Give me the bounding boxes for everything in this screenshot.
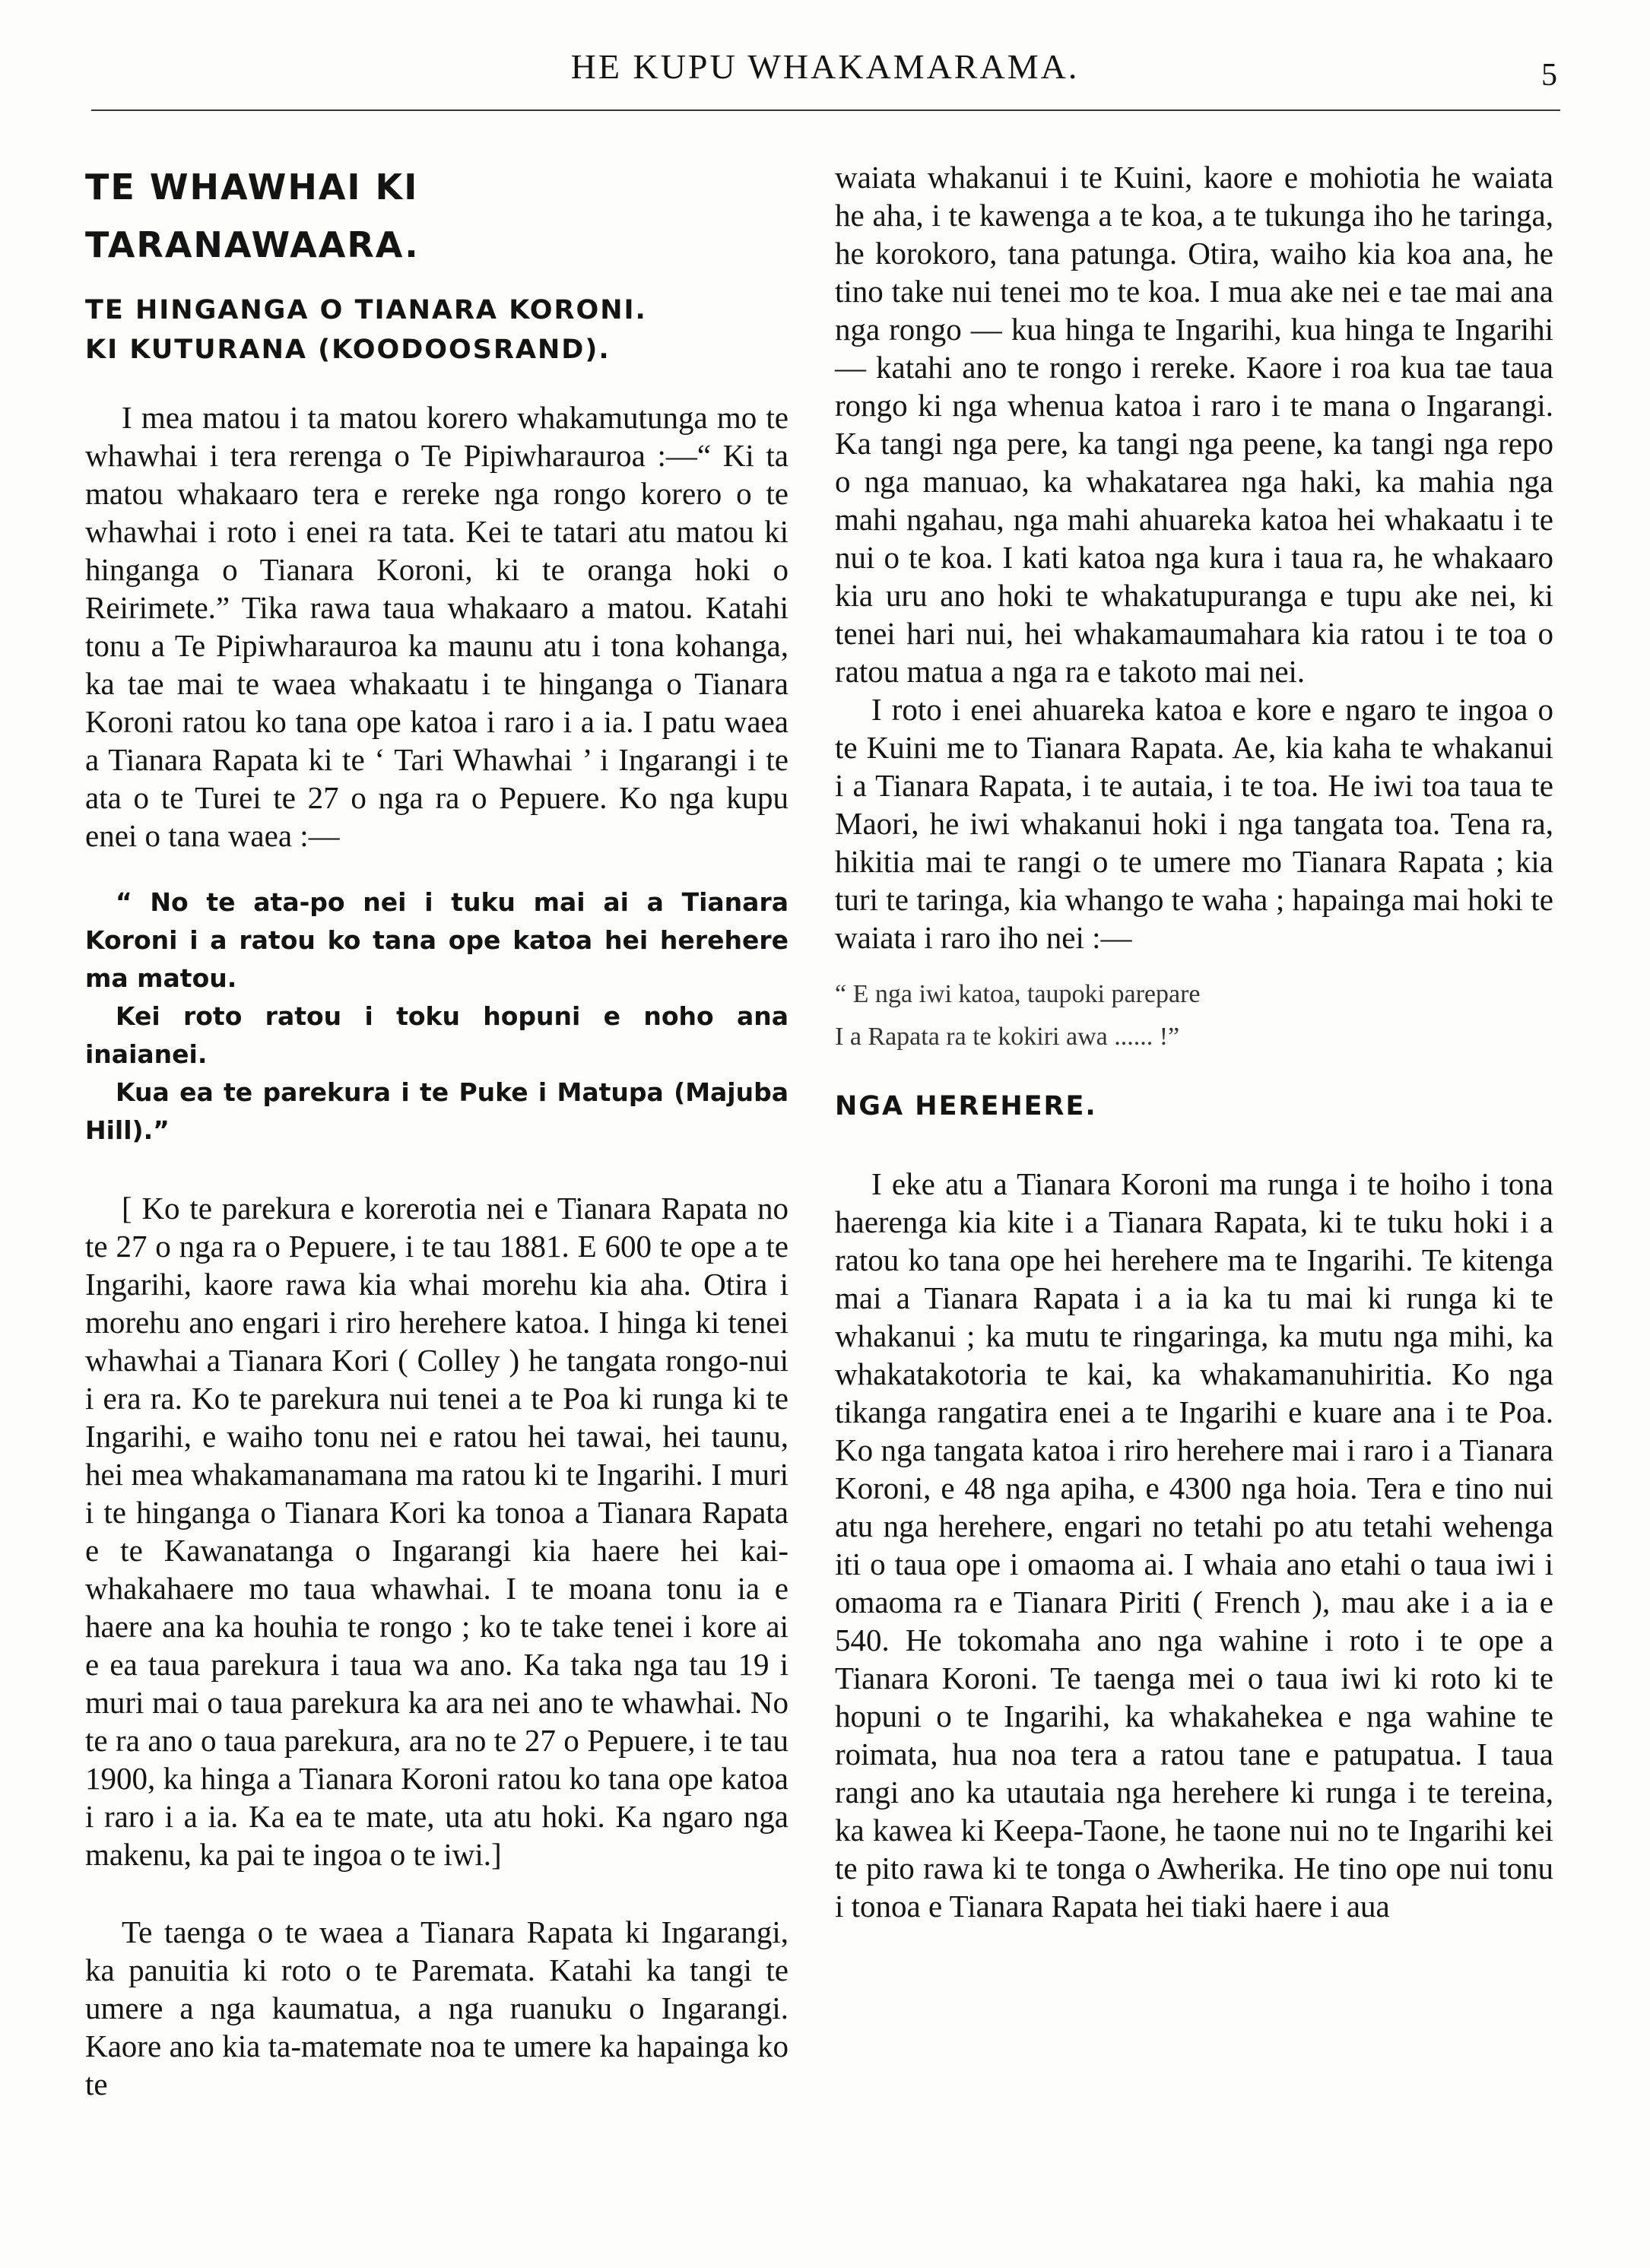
- page-number: 5: [1541, 58, 1557, 93]
- article-subtitle-line1: TE HINGANGA O TIANARA KORONI.: [85, 295, 647, 325]
- telegram-quote-3: Kua ea te parekura i te Puke i Matupa (Majuba Hill).”: [85, 1077, 789, 1145]
- left-column: [85, 158, 789, 2103]
- left-paragraph-2: [ Ko te parekura e korerotia nei e Tianara Rapata no te 27 o nga ra o Pepuere, i te tau 1881. E 600 te ope a te Ingarihi, kaore rawa kia whai morehu kia aha. Otira i morehu ano engari i riro herehere katoa. I hinga ki tenei whawhai a Tianara Kori ( Colley ) he tangata rongo-nui i era ra. Ko te parekura nui tenei a te Poa ki runga ki te Ingarihi, e waiho tonu nei e ratou hei tawai, hei taunu, hei mea whakamanamana ma ratou ki te Ingarihi. I muri i te hinganga o Tianara Kori ka tonoa a Tianara Rapata e te Kawanatanga o Ingarangi kia haere hei kai-whakahaere mo taua whawhai. I te moana tonu ia e haere ana ka houhia te rongo ; ko te take tenei i kore ai e ea taua parekura i taua wa ano. Ka taka nga tau 19 i muri mai o taua parekura ka ara nei ano te whawhai. No te ra ano o taua parekura, ara no te 27 o Pepuere, i te tau 1900, ka hinga a Tianara Koroni ratou ko tana ope katoa i raro i a ia. Ka ea te mate, uta atu hoki. Ka ngaro nga makenu, ka pai te ingoa o te iwi.]: [85, 1191, 789, 1872]
- telegram-quote-1: “ No te ata-po nei i tuku mai ai a Tianara Koroni i a ratou ko tana ope katoa hei herehere ma matou.: [85, 887, 789, 993]
- poem-line-2: I a Rapata ra te kokiri awa ...... !”: [835, 1023, 1180, 1051]
- article-title-line1: TE WHAWHAI KI: [85, 167, 419, 208]
- running-title: HE KUPU WHAKAMARAMA.: [570, 47, 1080, 86]
- left-paragraph-1: I mea matou i ta matou korero whakamutunga mo te whawhai i tera rerenga o Te Pipiwharauroa :—“ Ki ta matou whakaaro tera e rereke nga rongo korero o te whawhai i roto i enei ra tata. Kei te tatari atu matou ki hinganga o Tianara Koroni, ki te oranga hoki o Reirimete.” Tika rawa taua whakaaro a matou. Katahi tonu a Te Pipiwharauroa ka maunu atu i tona kohanga, ka tae mai te waea whakaatu i te hinganga o Tianara Koroni ratou ko tana ope katoa i raro i a ia. I patu waea a Tianara Rapata ki te ‘ Tari Whawhai ’ i Ingarangi i te ata o te Turei te 27 o nga ra o Pepuere. Ko nga kupu enei o tana waea :—: [85, 400, 789, 853]
- header-rule: [91, 109, 1560, 111]
- right-paragraph-2: I roto i enei ahuareka katoa e kore e ngaro te ingoa o te Kuini me to Tianara Rapata. Ae, kia kaha te whakanui i a Tianara Rapata, i te autaia, i te toa. He iwi toa taua te Maori, he iwi whakanui hoki i nga tangata toa. Tena ra, hikitia mai te rangi o te umere mo Tianara Rapata ; kia turi te taringa, kia whango te waha ; hapainga mai hoki te waiata i raro iho nei :—: [835, 692, 1553, 955]
- left-paragraph-3: Te taenga o te waea a Tianara Rapata ki Ingarangi, ka panuitia ki roto o te Paremata. Katahi ka tangi te umere a nga kaumatua, a nga ruanuku o Ingarangi. Kaore ano kia ta-matemate noa te umere ka hapainga ko te: [85, 1914, 789, 2101]
- section-title: NGA HEREHERE.: [835, 1091, 1097, 1121]
- right-column: [835, 158, 1553, 1925]
- telegram-quote-2: Kei roto ratou i toku hopuni e noho ana inaianei.: [85, 1001, 789, 1069]
- right-paragraph-3: I eke atu a Tianara Koroni ma runga i te hoiho i tona haerenga kia kite i a Tianara Rapata, ki te tuku hoki i a ratou ko tana ope hei herehere ma te Ingarihi. Te kitenga mai a Tianara Rapata i a ia ka tu mai ki runga ki te whakanui ; ka mutu te ringaringa, ka mutu nga mihi, ka whakatakotoria te kai, ka whakamanuhiritia. Ko nga tikanga rangatira enei a te Ingarihi e kuare ana i te Poa. Ko nga tangata katoa i riro herehere mai i raro i a Tianara Koroni, e 48 nga apiha, e 4300 nga hoia. Tera e tino nui atu nga herehere, engari no tetahi po atu tetahi wehenga iti o taua ope i omaoma ai. I whaia ano etahi o taua iwi i omaoma ra e Tianara Piriti ( French ), mau ake i a ia e 540. He tokomaha ano nga wahine i roto i te ope a Tianara Koroni. Te taenga mei o taua iwi ki roto ki te hopuni o te Ingarihi, ka whakahekea e nga wahine te roimata, hua noa tera a ratou tane e patupatua. I taua rangi ano ka utautaia nga herehere ki runga i te tereina, ka kawea ki Keepa-Taone, he taone nui no te Ingarihi kei te pito rawa ki te tonga o Awherika. He tino ope nui tonu i tonoa e Tianara Rapata hei tiaki haere i aua: [835, 1166, 1553, 1924]
- poem-line-1: “ E nga iwi katoa, taupoki parepare: [835, 980, 1201, 1008]
- article-title-line2: TARANAWAARA.: [85, 224, 420, 265]
- page-header: [0, 44, 1650, 97]
- article-subtitle-line2: KI KUTURANA (KOODOOSRAND).: [85, 335, 611, 365]
- right-paragraph-1: waiata whakanui i te Kuini, kaore e mohiotia he waiata he aha, i te kawenga a te koa, a te tukunga iho he taringa, he korokoro, tana patunga. Otira, waiho kia koa ana, he tino take nui tenei mo te koa. I mua ake nei e tae mai ana nga rongo — kua hinga te Ingarihi, kua hinga te Ingarihi — katahi ano te rongo i rereke. Kaore i roa kua tae taua rongo ki nga whenua katoa i raro i te mana o Ingarangi. Ka tangi nga pere, ka tangi nga peene, ka tangi nga repo o nga manuao, ka whakatarea nga haki, ka mahia nga mahi ngahau, nga mahi ahuareka katoa hei whakaatu i te nui o te koa. I kati katoa nga kura i taua ra, he whakaaro kia uru ano hoki te whakatupuranga e tupu ake nei, ki tenei hari nui, hei whakamaumahara kia ratou i te toa o ratou matua a nga ra e takoto mai nei.: [835, 160, 1553, 689]
